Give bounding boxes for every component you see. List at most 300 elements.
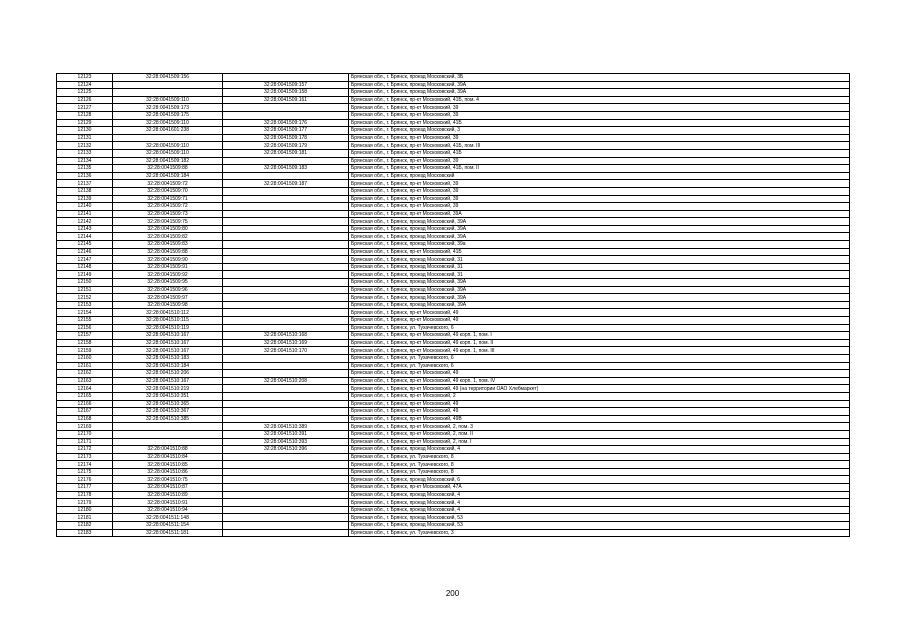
address-cell: Брянская обл., г. Брянск, ул. Тухачевского, 6 [349, 354, 850, 362]
parcel-cadastral-cell [113, 423, 223, 431]
address-cell: Брянская обл., г. Брянск, проезд Московский, 39А [349, 225, 850, 233]
row-number-cell: 12146 [57, 248, 113, 256]
object-cadastral-cell: 32:28:0041509:178 [223, 134, 349, 142]
row-number-cell: 12140 [57, 203, 113, 211]
parcel-cadastral-cell: 32:28:0041509:82 [113, 233, 223, 241]
address-cell: Брянская обл., г. Брянск, проезд Московский, 39А [349, 218, 850, 226]
object-cadastral-cell [223, 263, 349, 271]
parcel-cadastral-cell: 32:28:0041510:88 [113, 446, 223, 454]
object-cadastral-cell: 32:28:0041509:181 [223, 149, 349, 157]
parcel-cadastral-cell: 32:28:0041510:219 [113, 385, 223, 393]
object-cadastral-cell [223, 370, 349, 378]
object-cadastral-cell [223, 210, 349, 218]
table-row [57, 165, 850, 173]
table-row [57, 400, 850, 408]
object-cadastral-cell: 32:28:0041509:176 [223, 119, 349, 127]
parcel-cadastral-cell: 32:28:0041509:182 [113, 157, 223, 165]
row-number-cell: 12180 [57, 506, 113, 514]
object-cadastral-cell: 32:28:0041510:169 [223, 339, 349, 347]
row-number-cell: 12129 [57, 119, 113, 127]
address-cell: Брянская обл., г. Брянск, ул. Тухачевского, 3 [349, 529, 850, 537]
table-row [57, 339, 850, 347]
table-row [57, 180, 850, 188]
address-cell: Брянская обл., г. Брянск, пр-кт Московский, 2 [349, 392, 850, 400]
table-row [57, 187, 850, 195]
address-cell: Брянская обл., г. Брянск, проезд Московский, 6 [349, 476, 850, 484]
table-row [57, 491, 850, 499]
address-cell: Брянская обл., г. Брянск, ул. Тухачевского, 6 [349, 324, 850, 332]
row-number-cell: 12141 [57, 210, 113, 218]
address-cell: Брянская обл., г. Брянск, проезд Московский, 53 [349, 514, 850, 522]
address-cell: Брянская обл., г. Брянск, пр-кт Московский, 41Б [349, 119, 850, 127]
row-number-cell: 12133 [57, 149, 113, 157]
table-row [57, 96, 850, 104]
row-number-cell: 12162 [57, 370, 113, 378]
parcel-cadastral-cell: 32:28:0041510:86 [113, 468, 223, 476]
row-number-cell: 12134 [57, 157, 113, 165]
parcel-cadastral-cell: 32:28:0041509:73 [113, 210, 223, 218]
table-row [57, 294, 850, 302]
row-number-cell: 12153 [57, 301, 113, 309]
table-row [57, 347, 850, 355]
table-row [57, 514, 850, 522]
parcel-cadastral-cell: 32:28:0041511:154 [113, 522, 223, 530]
table-row [57, 248, 850, 256]
address-cell: Брянская обл., г. Брянск, проезд Московский, 39А [349, 279, 850, 287]
address-cell: Брянская обл., г. Брянск, проезд Московский, 31 [349, 271, 850, 279]
row-number-cell: 12160 [57, 354, 113, 362]
parcel-cadastral-cell [113, 89, 223, 97]
parcel-cadastral-cell: 32:28:0041509:71 [113, 195, 223, 203]
parcel-cadastral-cell: 32:28:0041510:91 [113, 499, 223, 507]
parcel-cadastral-cell: 32:28:0041509:175 [113, 111, 223, 119]
object-cadastral-cell: 32:28:0041509:161 [223, 96, 349, 104]
row-number-cell: 12123 [57, 74, 113, 82]
address-cell: Брянская обл., г. Брянск, пр-кт Московский, 39 [349, 195, 850, 203]
table-row [57, 476, 850, 484]
address-cell: Брянская обл., г. Брянск, пр-кт Московский, 49 корп. 1, пом. III [349, 347, 850, 355]
table-row [57, 271, 850, 279]
object-cadastral-cell [223, 157, 349, 165]
object-cadastral-cell: 32:28:0041509:183 [223, 165, 349, 173]
table-row [57, 74, 850, 82]
object-cadastral-cell [223, 415, 349, 423]
table-row [57, 149, 850, 157]
parcel-cadastral-cell: 32:28:0041510:184 [113, 362, 223, 370]
row-number-cell: 12148 [57, 263, 113, 271]
object-cadastral-cell [223, 400, 349, 408]
row-number-cell: 12174 [57, 461, 113, 469]
row-number-cell: 12142 [57, 218, 113, 226]
table-row [57, 484, 850, 492]
address-cell: Брянская обл., г. Брянск, проезд Московский, 39А [349, 294, 850, 302]
parcel-cadastral-cell [113, 134, 223, 142]
object-cadastral-cell [223, 225, 349, 233]
table-row [57, 225, 850, 233]
parcel-cadastral-cell: 32:28:0041511:148 [113, 514, 223, 522]
object-cadastral-cell: 32:28:0041509:158 [223, 89, 349, 97]
object-cadastral-cell [223, 286, 349, 294]
row-number-cell: 12132 [57, 142, 113, 150]
parcel-cadastral-cell: 32:28:0041509:110 [113, 142, 223, 150]
row-number-cell: 12151 [57, 286, 113, 294]
address-cell: Брянская обл., г. Брянск, ул. Тухачевского, 8 [349, 461, 850, 469]
object-cadastral-cell [223, 233, 349, 241]
object-cadastral-cell: 32:28:0041509:179 [223, 142, 349, 150]
parcel-cadastral-cell: 32:28:0041509:184 [113, 172, 223, 180]
parcel-cadastral-cell: 32:28:0041510:385 [113, 415, 223, 423]
address-cell: Брянская обл., г. Брянск, проезд Московский, 4 [349, 446, 850, 454]
row-number-cell: 12139 [57, 195, 113, 203]
row-number-cell: 12124 [57, 81, 113, 89]
parcel-cadastral-cell: 32:28:0041509:173 [113, 104, 223, 112]
table-row [57, 506, 850, 514]
parcel-cadastral-cell: 32:28:0041509:80 [113, 225, 223, 233]
parcel-cadastral-cell: 32:28:0041509:70 [113, 187, 223, 195]
table-row [57, 233, 850, 241]
parcel-cadastral-cell: 32:28:0041509:156 [113, 74, 223, 82]
row-number-cell: 12143 [57, 225, 113, 233]
address-cell: Брянская обл., г. Брянск, пр-кт Московский, 49В [349, 415, 850, 423]
address-cell: Брянская обл., г. Брянск, пр-кт Московский, 49 [349, 317, 850, 325]
table-row [57, 134, 850, 142]
table-row [57, 370, 850, 378]
address-cell: Брянская обл., г. Брянск, пр-кт Московский, 39 [349, 203, 850, 211]
row-number-cell: 12183 [57, 529, 113, 537]
address-cell: Брянская обл., г. Брянск, пр-кт Московский, 49 корп. 1, пом. II [349, 339, 850, 347]
address-cell: Брянская обл., г. Брянск, проезд Московский, 4 [349, 491, 850, 499]
object-cadastral-cell [223, 203, 349, 211]
parcel-cadastral-cell: 32:28:0041510:112 [113, 309, 223, 317]
object-cadastral-cell [223, 218, 349, 226]
address-cell: Брянская обл., г. Брянск, пр-кт Московский, 49 [349, 408, 850, 416]
address-cell: Брянская обл., г. Брянск, пр-кт Московский, 49 (на территории ОАО Хлебмаркет) [349, 385, 850, 393]
row-number-cell: 12156 [57, 324, 113, 332]
address-cell: Брянская обл., г. Брянск, проезд Московский, 3 [349, 127, 850, 135]
parcel-cadastral-cell: 32:28:0041510:365 [113, 400, 223, 408]
parcel-cadastral-cell: 32:28:0041509:88 [113, 165, 223, 173]
object-cadastral-cell [223, 529, 349, 537]
object-cadastral-cell [223, 111, 349, 119]
address-cell: Брянская обл., г. Брянск, проезд Московский, 4 [349, 499, 850, 507]
row-number-cell: 12178 [57, 491, 113, 499]
parcel-cadastral-cell: 32:28:0041510:85 [113, 461, 223, 469]
parcel-cadastral-cell: 32:28:0041509:97 [113, 294, 223, 302]
parcel-cadastral-cell: 32:28:0041509:91 [113, 263, 223, 271]
table-row [57, 522, 850, 530]
address-cell: Брянская обл., г. Брянск, проезд Московский, 39А [349, 81, 850, 89]
table-row [57, 142, 850, 150]
parcel-cadastral-cell: 32:28:0041510:206 [113, 370, 223, 378]
address-cell: Брянская обл., г. Брянск, пр-кт Московский, 49 [349, 400, 850, 408]
row-number-cell: 12144 [57, 233, 113, 241]
parcel-cadastral-cell: 32:28:0041509:110 [113, 119, 223, 127]
row-number-cell: 12172 [57, 446, 113, 454]
table-row [57, 119, 850, 127]
object-cadastral-cell [223, 506, 349, 514]
table-row [57, 81, 850, 89]
parcel-cadastral-cell: 32:28:0041509:96 [113, 286, 223, 294]
object-cadastral-cell: 32:28:0041510:396 [223, 446, 349, 454]
table-row [57, 438, 850, 446]
row-number-cell: 12158 [57, 339, 113, 347]
parcel-cadastral-cell: 32:28:0041510:94 [113, 506, 223, 514]
parcel-cadastral-cell: 32:28:0041510:89 [113, 491, 223, 499]
address-cell: Брянская обл., г. Брянск, проезд Московский, 39А [349, 301, 850, 309]
address-cell: Брянская обл., г. Брянск, пр-кт Московский, 39А [349, 210, 850, 218]
object-cadastral-cell [223, 499, 349, 507]
row-number-cell: 12138 [57, 187, 113, 195]
parcel-cadastral-cell: 32:28:0041510:367 [113, 408, 223, 416]
table-row [57, 415, 850, 423]
object-cadastral-cell [223, 392, 349, 400]
address-cell: Брянская обл., г. Брянск, проезд Московский, 3Б [349, 74, 850, 82]
row-number-cell: 12136 [57, 172, 113, 180]
object-cadastral-cell [223, 241, 349, 249]
parcel-cadastral-cell [113, 430, 223, 438]
address-cell: Брянская обл., г. Брянск, пр-кт Московский, 41Б, пом. 4 [349, 96, 850, 104]
row-number-cell: 12167 [57, 408, 113, 416]
parcel-cadastral-cell: 32:28:0041511:181 [113, 529, 223, 537]
object-cadastral-cell [223, 362, 349, 370]
parcel-cadastral-cell: 32:28:0041601:238 [113, 127, 223, 135]
object-cadastral-cell: 32:28:0041510:170 [223, 347, 349, 355]
parcel-cadastral-cell: 32:28:0041510:167 [113, 377, 223, 385]
row-number-cell: 12130 [57, 127, 113, 135]
address-cell: Брянская обл., г. Брянск, пр-кт Московский, 49 корп. 1, пом. I [349, 332, 850, 340]
table-row [57, 309, 850, 317]
row-number-cell: 12152 [57, 294, 113, 302]
parcel-cadastral-cell: 32:28:0041510:351 [113, 392, 223, 400]
table-row [57, 256, 850, 264]
row-number-cell: 12159 [57, 347, 113, 355]
parcel-cadastral-cell: 32:28:0041510:167 [113, 347, 223, 355]
row-number-cell: 12169 [57, 423, 113, 431]
parcel-cadastral-cell: 32:28:0041509:110 [113, 96, 223, 104]
table-row [57, 286, 850, 294]
row-number-cell: 12163 [57, 377, 113, 385]
address-cell: Брянская обл., г. Брянск, пр-кт Московский, 47А [349, 484, 850, 492]
parcel-cadastral-cell: 32:28:0041509:75 [113, 218, 223, 226]
address-cell: Брянская обл., г. Брянск, пр-кт Московский, 41Б, пом. II [349, 165, 850, 173]
object-cadastral-cell [223, 279, 349, 287]
table-row [57, 203, 850, 211]
parcel-cadastral-cell: 32:28:0041510:119 [113, 324, 223, 332]
address-cell: Брянская обл., г. Брянск, пр-кт Московский, 39 [349, 134, 850, 142]
object-cadastral-cell: 32:28:0041510:208 [223, 377, 349, 385]
object-cadastral-cell [223, 453, 349, 461]
table-row [57, 461, 850, 469]
address-cell: Брянская обл., г. Брянск, пр-кт Московский, 2, пом. II [349, 430, 850, 438]
table-row [57, 423, 850, 431]
object-cadastral-cell [223, 354, 349, 362]
address-cell: Брянская обл., г. Брянск, проезд Московский [349, 172, 850, 180]
parcel-cadastral-cell: 32:28:0041510:167 [113, 339, 223, 347]
parcel-cadastral-cell: 32:28:0041510:183 [113, 354, 223, 362]
address-cell: Брянская обл., г. Брянск, проезд Московский, 39а [349, 241, 850, 249]
row-number-cell: 12154 [57, 309, 113, 317]
table-row [57, 354, 850, 362]
page-number: 200 [445, 589, 460, 598]
row-number-cell: 12177 [57, 484, 113, 492]
table-row [57, 104, 850, 112]
object-cadastral-cell [223, 514, 349, 522]
object-cadastral-cell [223, 294, 349, 302]
address-cell: Брянская обл., г. Брянск, проезд Московский, 31 [349, 263, 850, 271]
parcel-cadastral-cell: 32:28:0041509:92 [113, 271, 223, 279]
address-cell: Брянская обл., г. Брянск, пр-кт Московский, 41Б [349, 149, 850, 157]
object-cadastral-cell [223, 248, 349, 256]
table-body [57, 74, 850, 537]
table-row [57, 111, 850, 119]
parcel-cadastral-cell: 32:28:0041510:75 [113, 476, 223, 484]
address-cell: Брянская обл., г. Брянск, пр-кт Московский, 49 [349, 309, 850, 317]
object-cadastral-cell [223, 104, 349, 112]
row-number-cell: 12165 [57, 392, 113, 400]
table-row [57, 172, 850, 180]
address-cell: Брянская обл., г. Брянск, пр-кт Московский, 49 [349, 370, 850, 378]
object-cadastral-cell [223, 408, 349, 416]
parcel-cadastral-cell: 32:28:0041509:95 [113, 279, 223, 287]
address-cell: Брянская обл., г. Брянск, проезд Московский, 4 [349, 506, 850, 514]
address-cell: Брянская обл., г. Брянск, проезд Московский, 31 [349, 256, 850, 264]
table-row [57, 529, 850, 537]
address-cell: Брянская обл., г. Брянск, проезд Московский, 53 [349, 522, 850, 530]
row-number-cell: 12147 [57, 256, 113, 264]
parcel-cadastral-cell: 32:28:0041510:87 [113, 484, 223, 492]
table-row [57, 332, 850, 340]
row-number-cell: 12168 [57, 415, 113, 423]
row-number-cell: 12166 [57, 400, 113, 408]
row-number-cell: 12149 [57, 271, 113, 279]
row-number-cell: 12155 [57, 317, 113, 325]
table-row [57, 430, 850, 438]
object-cadastral-cell: 32:28:0041510:168 [223, 332, 349, 340]
object-cadastral-cell [223, 301, 349, 309]
parcel-cadastral-cell: 32:28:0041509:83 [113, 241, 223, 249]
object-cadastral-cell [223, 195, 349, 203]
object-cadastral-cell [223, 476, 349, 484]
object-cadastral-cell [223, 491, 349, 499]
table-row [57, 279, 850, 287]
address-cell: Брянская обл., г. Брянск, проезд Московский, 39А [349, 233, 850, 241]
table-row [57, 408, 850, 416]
object-cadastral-cell [223, 385, 349, 393]
row-number-cell: 12126 [57, 96, 113, 104]
row-number-cell: 12182 [57, 522, 113, 530]
row-number-cell: 12170 [57, 430, 113, 438]
table-row [57, 446, 850, 454]
table-row [57, 89, 850, 97]
object-cadastral-cell: 32:28:0041509:187 [223, 180, 349, 188]
object-cadastral-cell [223, 461, 349, 469]
table-row [57, 210, 850, 218]
parcel-cadastral-cell: 32:28:0041509:110 [113, 149, 223, 157]
object-cadastral-cell [223, 256, 349, 264]
row-number-cell: 12128 [57, 111, 113, 119]
object-cadastral-cell [223, 187, 349, 195]
table-row [57, 218, 850, 226]
table-row [57, 499, 850, 507]
address-cell: Брянская обл., г. Брянск, пр-кт Московский, 41Б [349, 248, 850, 256]
row-number-cell: 12145 [57, 241, 113, 249]
address-cell: Брянская обл., г. Брянск, пр-кт Московский, 39 [349, 157, 850, 165]
row-number-cell: 12173 [57, 453, 113, 461]
table-row [57, 127, 850, 135]
object-cadastral-cell: 32:28:0041510:389 [223, 423, 349, 431]
parcel-cadastral-cell [113, 81, 223, 89]
address-cell: Брянская обл., г. Брянск, ул. Тухачевского, 6 [349, 362, 850, 370]
row-number-cell: 12127 [57, 104, 113, 112]
address-cell: Брянская обл., г. Брянск, ул. Тухачевского, 8 [349, 453, 850, 461]
row-number-cell: 12179 [57, 499, 113, 507]
object-cadastral-cell [223, 172, 349, 180]
address-cell: Брянская обл., г. Брянск, пр-кт Московский, 49 корп. 1, пом. IV [349, 377, 850, 385]
table-row [57, 263, 850, 271]
object-cadastral-cell [223, 522, 349, 530]
address-cell: Брянская обл., г. Брянск, проезд Московский, 39А [349, 286, 850, 294]
parcel-cadastral-cell: 32:28:0041510:115 [113, 317, 223, 325]
table-row [57, 362, 850, 370]
table-row [57, 453, 850, 461]
parcel-cadastral-cell [113, 438, 223, 446]
object-cadastral-cell: 32:28:0041509:157 [223, 81, 349, 89]
parcel-cadastral-cell: 32:28:0041510:167 [113, 332, 223, 340]
parcel-cadastral-cell: 32:28:0041509:90 [113, 256, 223, 264]
address-cell: Брянская обл., г. Брянск, пр-кт Московский, 39 [349, 111, 850, 119]
row-number-cell: 12181 [57, 514, 113, 522]
table-row [57, 385, 850, 393]
parcel-cadastral-cell: 32:28:0041509:72 [113, 203, 223, 211]
address-cell: Брянская обл., г. Брянск, ул. Тухачевского, 8 [349, 468, 850, 476]
row-number-cell: 12150 [57, 279, 113, 287]
table-row [57, 392, 850, 400]
object-cadastral-cell [223, 317, 349, 325]
row-number-cell: 12171 [57, 438, 113, 446]
table-row [57, 157, 850, 165]
parcel-cadastral-cell: 32:28:0041509:72 [113, 180, 223, 188]
object-cadastral-cell: 32:28:0041509:177 [223, 127, 349, 135]
table-row [57, 468, 850, 476]
object-cadastral-cell [223, 468, 349, 476]
table-row [57, 317, 850, 325]
parcel-cadastral-cell: 32:28:0041510:84 [113, 453, 223, 461]
row-number-cell: 12161 [57, 362, 113, 370]
object-cadastral-cell [223, 74, 349, 82]
object-cadastral-cell [223, 484, 349, 492]
table-row [57, 377, 850, 385]
address-cell: Брянская обл., г. Брянск, пр-кт Московский, 2, пом. 3 [349, 423, 850, 431]
address-cell: Брянская обл., г. Брянск, пр-кт Московский, 2, пом. I [349, 438, 850, 446]
row-number-cell: 12176 [57, 476, 113, 484]
parcel-cadastral-cell: 32:28:0041509:98 [113, 301, 223, 309]
object-cadastral-cell: 32:28:0041510:393 [223, 438, 349, 446]
row-number-cell: 12135 [57, 165, 113, 173]
parcel-cadastral-cell: 32:28:0041509:88 [113, 248, 223, 256]
address-cell: Брянская обл., г. Брянск, пр-кт Московский, 39 [349, 187, 850, 195]
table-row [57, 241, 850, 249]
row-number-cell: 12157 [57, 332, 113, 340]
row-number-cell: 12164 [57, 385, 113, 393]
address-cell: Брянская обл., г. Брянск, пр-кт Московский, 39 [349, 104, 850, 112]
object-cadastral-cell [223, 309, 349, 317]
object-cadastral-cell: 32:28:0041510:391 [223, 430, 349, 438]
table-row [57, 301, 850, 309]
row-number-cell: 12125 [57, 89, 113, 97]
address-cell: Брянская обл., г. Брянск, пр-кт Московский, 39 [349, 180, 850, 188]
row-number-cell: 12131 [57, 134, 113, 142]
object-cadastral-cell [223, 271, 349, 279]
